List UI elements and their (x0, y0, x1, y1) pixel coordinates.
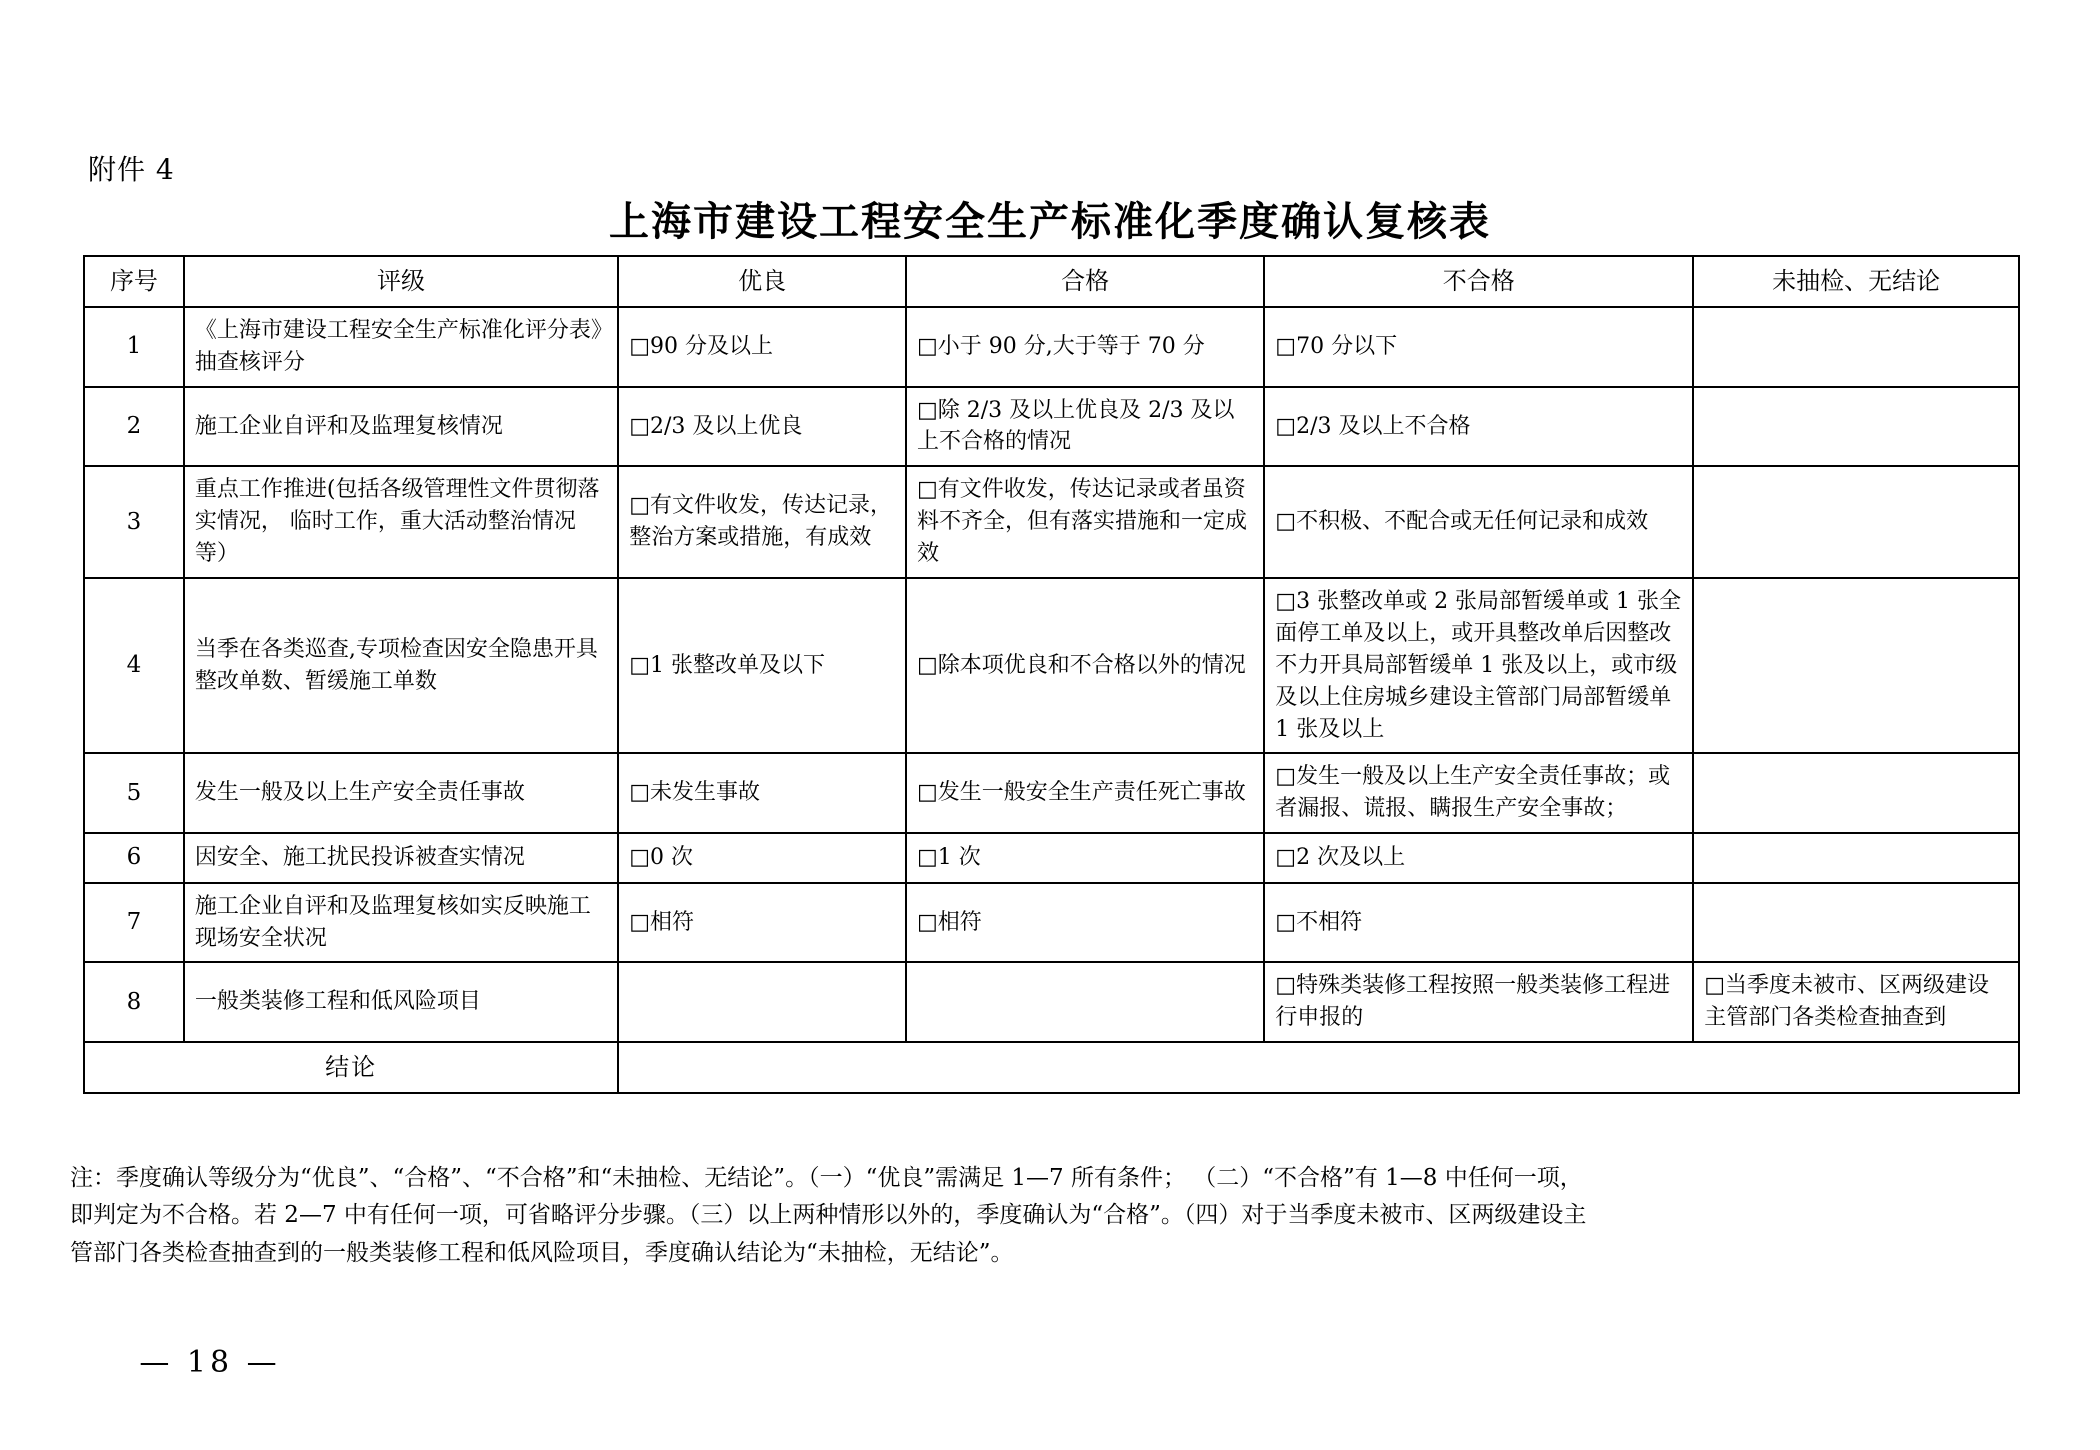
table-row (84, 833, 2019, 882)
row-option-fail[interactable]: □不相符 (1264, 883, 1693, 963)
row-option-pass[interactable]: □发生一般安全生产责任死亡事故 (906, 753, 1264, 833)
header-cell-good: 优良 (618, 256, 906, 307)
row-option-fail[interactable]: □3 张整改单或 2 张局部暂缓单或 1 张全面停工单及以上，或开具整改单后因整改不力开具局部暂缓单 1 张及以上，或市级及以上住房城乡建设主管部门局部暂缓单 1 张及以上 (1264, 578, 1693, 753)
conclusion-value[interactable] (618, 1042, 2019, 1093)
row-option-good[interactable]: □有文件收发，传达记录，整治方案或措施，有成效 (618, 466, 906, 578)
row-number: 3 (84, 466, 184, 578)
row-option-pass[interactable]: □小于 90 分,大于等于 70 分 (906, 307, 1264, 387)
row-item: 一般类装修工程和低风险项目 (184, 962, 618, 1042)
row-item: 施工企业自评和及监理复核如实反映施工现场安全状况 (184, 883, 618, 963)
row-item: 《上海市建设工程安全生产标准化评分表》抽查核评分 (184, 307, 618, 387)
conclusion-label: 结论 (84, 1042, 618, 1093)
row-number: 5 (84, 753, 184, 833)
row-option-pass[interactable]: □有文件收发，传达记录或者虽资料不齐全，但有落实措施和一定成效 (906, 466, 1264, 578)
row-option-good[interactable] (618, 962, 906, 1042)
row-option-fail[interactable]: □2/3 及以上不合格 (1264, 387, 1693, 467)
page-title: 上海市建设工程安全生产标准化季度确认复核表 (609, 198, 1491, 245)
page-number (0, 1345, 2100, 1380)
page-number-text: — 18 — (139, 1345, 281, 1380)
attachment-label: 附件 4 (88, 153, 175, 186)
table-row (84, 883, 2019, 963)
row-number: 8 (84, 962, 184, 1042)
row-item: 因安全、施工扰民投诉被查实情况 (184, 833, 618, 882)
note-line-2: 即判定为不合格。若 2—7 中有任何一项，可省略评分步骤。（三）以上两种情形以外的，季度确认为“合格”。（四）对于当季度未被市、区两级建设主 (70, 1202, 1587, 1229)
quarterly-confirmation-table (83, 255, 2020, 1094)
conclusion-row (84, 1042, 2019, 1093)
notes-block (70, 1160, 2030, 1272)
row-option-none[interactable] (1693, 578, 2019, 753)
row-number: 4 (84, 578, 184, 753)
row-option-pass[interactable]: □除本项优良和不合格以外的情况 (906, 578, 1264, 753)
row-option-good[interactable]: □未发生事故 (618, 753, 906, 833)
row-item: 重点工作推进(包括各级管理性文件贯彻落实情况， 临时工作，重大活动整治情况等） (184, 466, 618, 578)
header-cell-fail: 不合格 (1264, 256, 1693, 307)
row-option-good[interactable]: □1 张整改单及以下 (618, 578, 906, 753)
row-option-pass[interactable] (906, 962, 1264, 1042)
header-cell-no: 序号 (84, 256, 184, 307)
row-option-none[interactable] (1693, 883, 2019, 963)
row-option-fail[interactable]: □特殊类装修工程按照一般类装修工程进行申报的 (1264, 962, 1693, 1042)
row-option-fail[interactable]: □2 次及以上 (1264, 833, 1693, 882)
row-item: 发生一般及以上生产安全责任事故 (184, 753, 618, 833)
row-number: 7 (84, 883, 184, 963)
row-item: 当季在各类巡查,专项检查因安全隐患开具整改单数、暂缓施工单数 (184, 578, 618, 753)
row-option-fail[interactable]: □不积极、不配合或无任何记录和成效 (1264, 466, 1693, 578)
note-line-3: 管部门各类检查抽查到的一般类装修工程和低风险项目，季度确认结论为“未抽检，无结论”。 (70, 1239, 1014, 1266)
table-row (84, 387, 2019, 467)
row-option-fail[interactable]: □发生一般及以上生产安全责任事故；或者漏报、谎报、瞒报生产安全事故； (1264, 753, 1693, 833)
row-option-good[interactable]: □0 次 (618, 833, 906, 882)
row-option-good[interactable]: □90 分及以上 (618, 307, 906, 387)
row-option-pass[interactable]: □1 次 (906, 833, 1264, 882)
row-item: 施工企业自评和及监理复核情况 (184, 387, 618, 467)
row-option-none[interactable] (1693, 387, 2019, 467)
table-header-row (84, 256, 2019, 307)
note-line-1: 注：季度确认等级分为“优良”、“合格”、“不合格”和“未抽检、无结论”。（一）“优良”需满足 1—7 所有条件； （二）“不合格”有 1—8 中任何一项， (70, 1165, 1583, 1191)
row-option-none[interactable] (1693, 307, 2019, 387)
row-option-none[interactable] (1693, 753, 2019, 833)
header-cell-none: 未抽检、无结论 (1693, 256, 2019, 307)
table-row (84, 753, 2019, 833)
row-option-pass[interactable]: □除 2/3 及以上优良及 2/3 及以上不合格的情况 (906, 387, 1264, 467)
row-option-pass[interactable]: □相符 (906, 883, 1264, 963)
header-cell-pass: 合格 (906, 256, 1264, 307)
row-option-good[interactable]: □相符 (618, 883, 906, 963)
row-option-none[interactable]: □当季度未被市、区两级建设主管部门各类检查抽查到 (1693, 962, 2019, 1042)
table-row (84, 307, 2019, 387)
row-option-fail[interactable]: □70 分以下 (1264, 307, 1693, 387)
row-number: 1 (84, 307, 184, 387)
table-row (84, 578, 2019, 753)
table-row (84, 466, 2019, 578)
table-row (84, 962, 2019, 1042)
row-option-none[interactable] (1693, 466, 2019, 578)
row-option-good[interactable]: □2/3 及以上优良 (618, 387, 906, 467)
header-cell-item: 评级 (184, 256, 618, 307)
row-option-none[interactable] (1693, 833, 2019, 882)
row-number: 2 (84, 387, 184, 467)
row-number: 6 (84, 833, 184, 882)
